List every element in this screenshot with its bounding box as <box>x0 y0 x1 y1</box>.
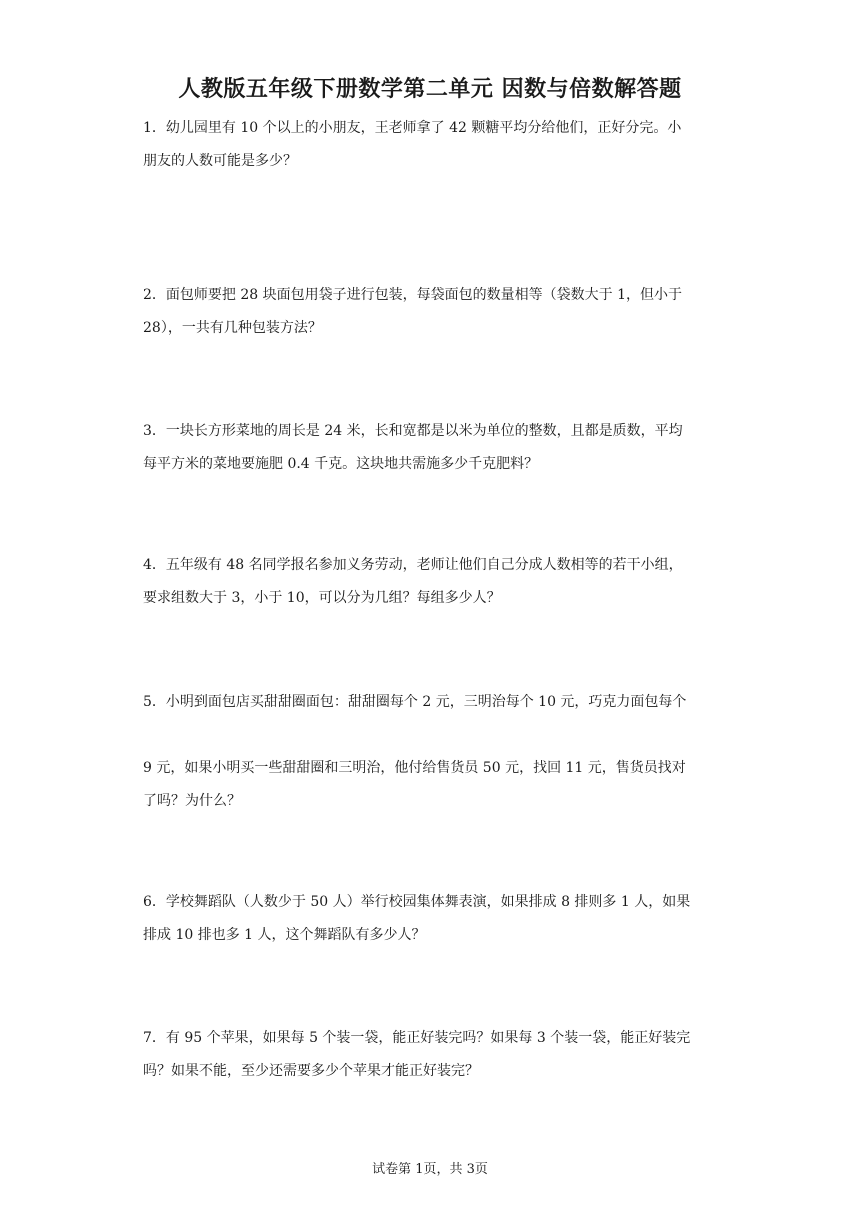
question-7 <box>143 1022 723 1088</box>
question-5-line-2: 9 元，如果小明买一些甜甜圈和三明治，他付给售货员 50 元，找回 11 元，售货员找对 <box>143 760 686 776</box>
question-7-line-2: 吗？如果不能，至少还需要多少个苹果才能正好装完？ <box>143 1063 479 1079</box>
question-2-line-1: 2．面包师要把 28 块面包用袋子进行包装，每袋面包的数量相等（袋数大于 1，但小于 <box>143 287 682 303</box>
question-6-line-2: 排成 10 排也多 1 人，这个舞蹈队有多少人？ <box>143 927 426 943</box>
question-7-line-1: 7．有 95 个苹果，如果每 5 个装一袋，能正好装完吗？如果每 3 个装一袋，能正好装完 <box>143 1030 691 1046</box>
question-6-line-1: 6．学校舞蹈队（人数少于 50 人）举行校园集体舞表演，如果排成 8 排则多 1 人，如果 <box>143 894 691 910</box>
question-1-line-2: 朋友的人数可能是多少？ <box>143 153 297 169</box>
question-4-line-1: 4．五年级有 48 名同学报名参加义务劳动，老师让他们自己分成人数相等的若干小组， <box>143 557 683 573</box>
question-3 <box>143 415 723 481</box>
page-footer: 试卷第 1页，共 3页 <box>372 1162 488 1177</box>
question-2-line-2: 28），一共有几种包装方法？ <box>143 320 322 336</box>
question-2 <box>143 279 723 345</box>
question-6 <box>143 886 723 952</box>
question-1 <box>143 112 723 178</box>
document-title: 人教版五年级下册数学第二单元 因数与倍数解答题 <box>178 77 682 102</box>
question-5-line-1: 5．小明到面包店买甜甜圈面包：甜甜圈每个 2 元，三明治每个 10 元，巧克力面包每个 <box>143 694 687 710</box>
question-4 <box>143 549 723 615</box>
question-4-line-2: 要求组数大于 3，小于 10，可以分为几组？每组多少人？ <box>143 590 501 606</box>
question-3-line-2: 每平方米的菜地要施肥 0.4 千克。这块地共需施多少千克肥料？ <box>143 456 539 472</box>
question-5 <box>143 686 723 818</box>
question-3-line-1: 3．一块长方形菜地的周长是 24 米，长和宽都是以米为单位的整数，且都是质数，平均 <box>143 423 683 439</box>
question-5-line-3: 了吗？为什么？ <box>143 793 241 809</box>
question-1-line-1: 1．幼儿园里有 10 个以上的小朋友，王老师拿了 42 颗糖平均分给他们，正好分完。小 <box>143 120 682 136</box>
